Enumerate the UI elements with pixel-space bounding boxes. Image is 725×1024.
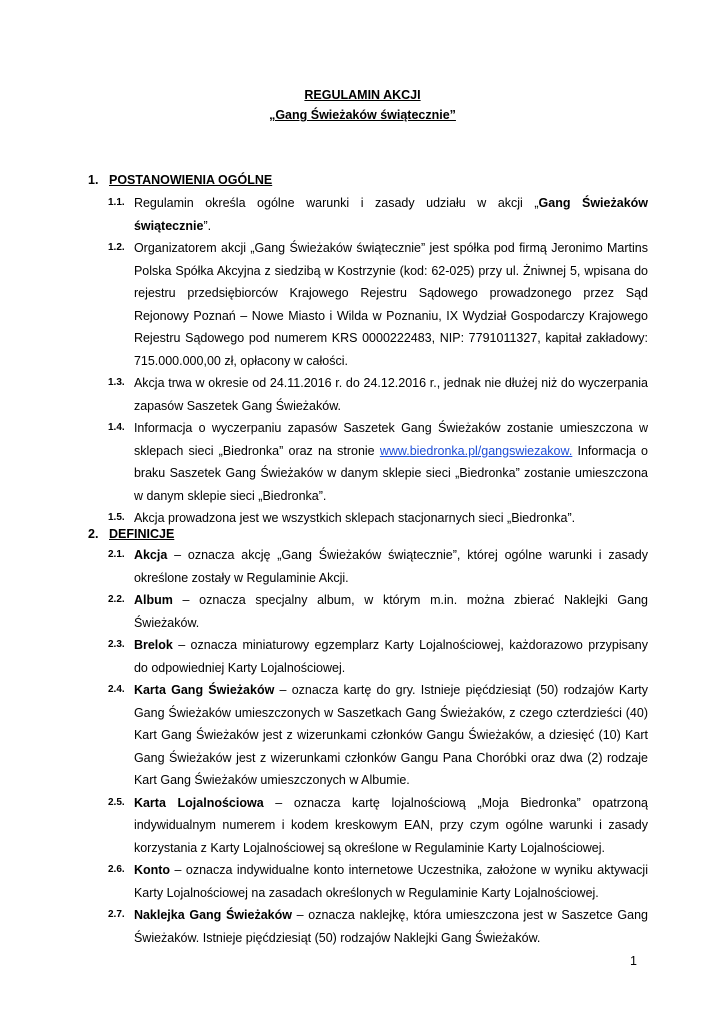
document-subtitle: „Gang Świeżaków świątecznie” bbox=[269, 108, 456, 122]
item-number: 2.2. bbox=[108, 594, 125, 605]
section-title: DEFINICJE bbox=[109, 527, 175, 541]
defined-term: Naklejka Gang Świeżaków bbox=[133, 908, 292, 922]
defined-term: Karta Lojalnościowa bbox=[133, 795, 264, 810]
defined-term: Karta Gang Świeżaków bbox=[133, 683, 275, 697]
item-number: 1.1. bbox=[108, 197, 125, 208]
definition-item bbox=[88, 634, 648, 679]
definition-item bbox=[88, 859, 648, 904]
item-text: Album – oznacza specjalny album, w którym m.in. można zbierać Naklejki Gang Świeżaków. bbox=[133, 593, 648, 630]
defined-term: Akcja bbox=[133, 548, 168, 562]
list-item bbox=[88, 372, 648, 417]
list-item bbox=[88, 192, 648, 237]
item-text: Karta Gang Świeżaków – oznacza kartę do gry. Istnieje pięćdziesiąt (50) rodzajów Karty Gang Świeżaków umieszczonych w Saszetkach Gang Świeżaków, z czego czterdzieści (40) Kart Gang Świeżaków jest z wizerunkami członków Gangu Świeżaków, a dziesięć (10) Kart Gang Świeżaków jest z wizerunkami członków Gangu Pana Choróbki oraz dwa (2) rodzaje Kart Gang Świeżaków umieszczonych w Albumie. bbox=[133, 683, 648, 787]
definition-item bbox=[88, 792, 648, 860]
item-text: Akcja trwa w okresie od 24.11.2016 r. do 24.12.2016 r., jednak nie dłużej niż do wyczerpania zapasów Saszetek Gang Świeżaków. bbox=[133, 376, 648, 413]
definition-item bbox=[88, 589, 648, 634]
item-bold-term: Gang Świeżaków świątecznie bbox=[133, 196, 648, 233]
item-number: 1.3. bbox=[108, 377, 125, 388]
item-number: 2.7. bbox=[108, 909, 125, 920]
definition-item bbox=[88, 904, 648, 949]
defined-term: Konto bbox=[133, 863, 171, 877]
biedronka-link[interactable]: www.biedronka.pl/gangswiezakow. bbox=[379, 443, 573, 458]
item-text: Informacja o wyczerpaniu zapasów Saszetek Gang Świeżaków zostanie umieszczona w sklepach sieci „Biedronka” oraz na stronie www.biedronka.pl/gangswiezakow. Informacja o braku Saszetek Gang Świeżaków w danym sklepie sieci „Biedronka” zostanie umieszczona w danym sklepie sieci „Biedronka”. bbox=[133, 421, 648, 503]
item-number: 1.4. bbox=[108, 422, 125, 433]
section-heading bbox=[88, 524, 648, 544]
section-heading bbox=[88, 170, 648, 190]
item-text: Brelok – oznacza miniaturowy egzemplarz Karty Lojalnościowej, każdorazowo przypisany do odpowiedniej Karty Lojalnościowej. bbox=[133, 638, 648, 675]
list-item bbox=[88, 417, 648, 507]
item-text: Karta Lojalnościowa – oznacza kartę lojalnościową „Moja Biedronka” opatrzoną indywidualnym numerem i kodem kreskowym EAN, przy czym ogólne warunki i zasady korzystania z Karty Lojalnościowej są określone w Regulaminie Karty Lojalnościowej. bbox=[133, 795, 648, 855]
defined-term: Brelok bbox=[133, 638, 173, 652]
item-text: Organizatorem akcji „Gang Świeżaków świątecznie” jest spółka pod firmą Jeronimo Martins Polska Spółka Akcyjna z siedzibą w Kostrzynie (kod: 62-025) przy ul. Żniwnej 5, wpisana do rejestru przedsiębiorców Krajowego Rejestru Sądowego prowadzonego przez Sąd Rejonowy Poznań – Nowe Miasto i Wilda w Poznaniu, IX Wydział Gospodarczy Krajowego Rejestru Sądowego pod numerem KRS 0000222483, NIP: 7791011327, kapitał zakładowy: 715.000.000,00 zł, opłacony w całości. bbox=[133, 241, 648, 368]
item-text: Regulamin określa ogólne warunki i zasady udziału w akcji „Gang Świeżaków świątecznie”. bbox=[133, 196, 648, 233]
document-title: REGULAMIN AKCJI bbox=[304, 88, 421, 102]
section-number: 2. bbox=[88, 527, 99, 541]
definition-item bbox=[88, 544, 648, 589]
section-general-provisions bbox=[88, 170, 648, 530]
list-item bbox=[88, 237, 648, 372]
page-number: 1 bbox=[630, 954, 637, 968]
item-number: 2.6. bbox=[108, 864, 125, 875]
item-number: 2.5. bbox=[108, 796, 125, 808]
item-number: 1.2. bbox=[108, 242, 125, 253]
item-text: Konto – oznacza indywidualne konto internetowe Uczestnika, założone w wyniku aktywacji Karty Lojalnościowej na zasadach określonych w Regulaminie Karty Lojalnościowej. bbox=[133, 863, 648, 900]
item-number: 2.1. bbox=[108, 549, 125, 560]
definition-item bbox=[88, 679, 648, 792]
section-definitions bbox=[88, 524, 648, 949]
item-number: 2.3. bbox=[108, 639, 125, 650]
defined-term: Album bbox=[133, 593, 173, 607]
section-number: 1. bbox=[88, 173, 99, 187]
item-number: 2.4. bbox=[108, 684, 125, 695]
section-title: POSTANOWIENIA OGÓLNE bbox=[109, 173, 273, 187]
item-number: 1.5. bbox=[108, 512, 125, 523]
item-text: Naklejka Gang Świeżaków – oznacza naklejkę, która umieszczona jest w Saszetce Gang Świeżaków. Istnieje pięćdziesiąt (50) rodzajów Naklejki Gang Świeżaków. bbox=[133, 908, 649, 945]
item-text: Akcja prowadzona jest we wszystkich sklepach stacjonarnych sieci „Biedronka”. bbox=[133, 511, 576, 525]
item-text: Akcja – oznacza akcję „Gang Świeżaków świątecznie”, której ogólne warunki i zasady określone zostały w Regulaminie Akcji. bbox=[133, 548, 648, 585]
